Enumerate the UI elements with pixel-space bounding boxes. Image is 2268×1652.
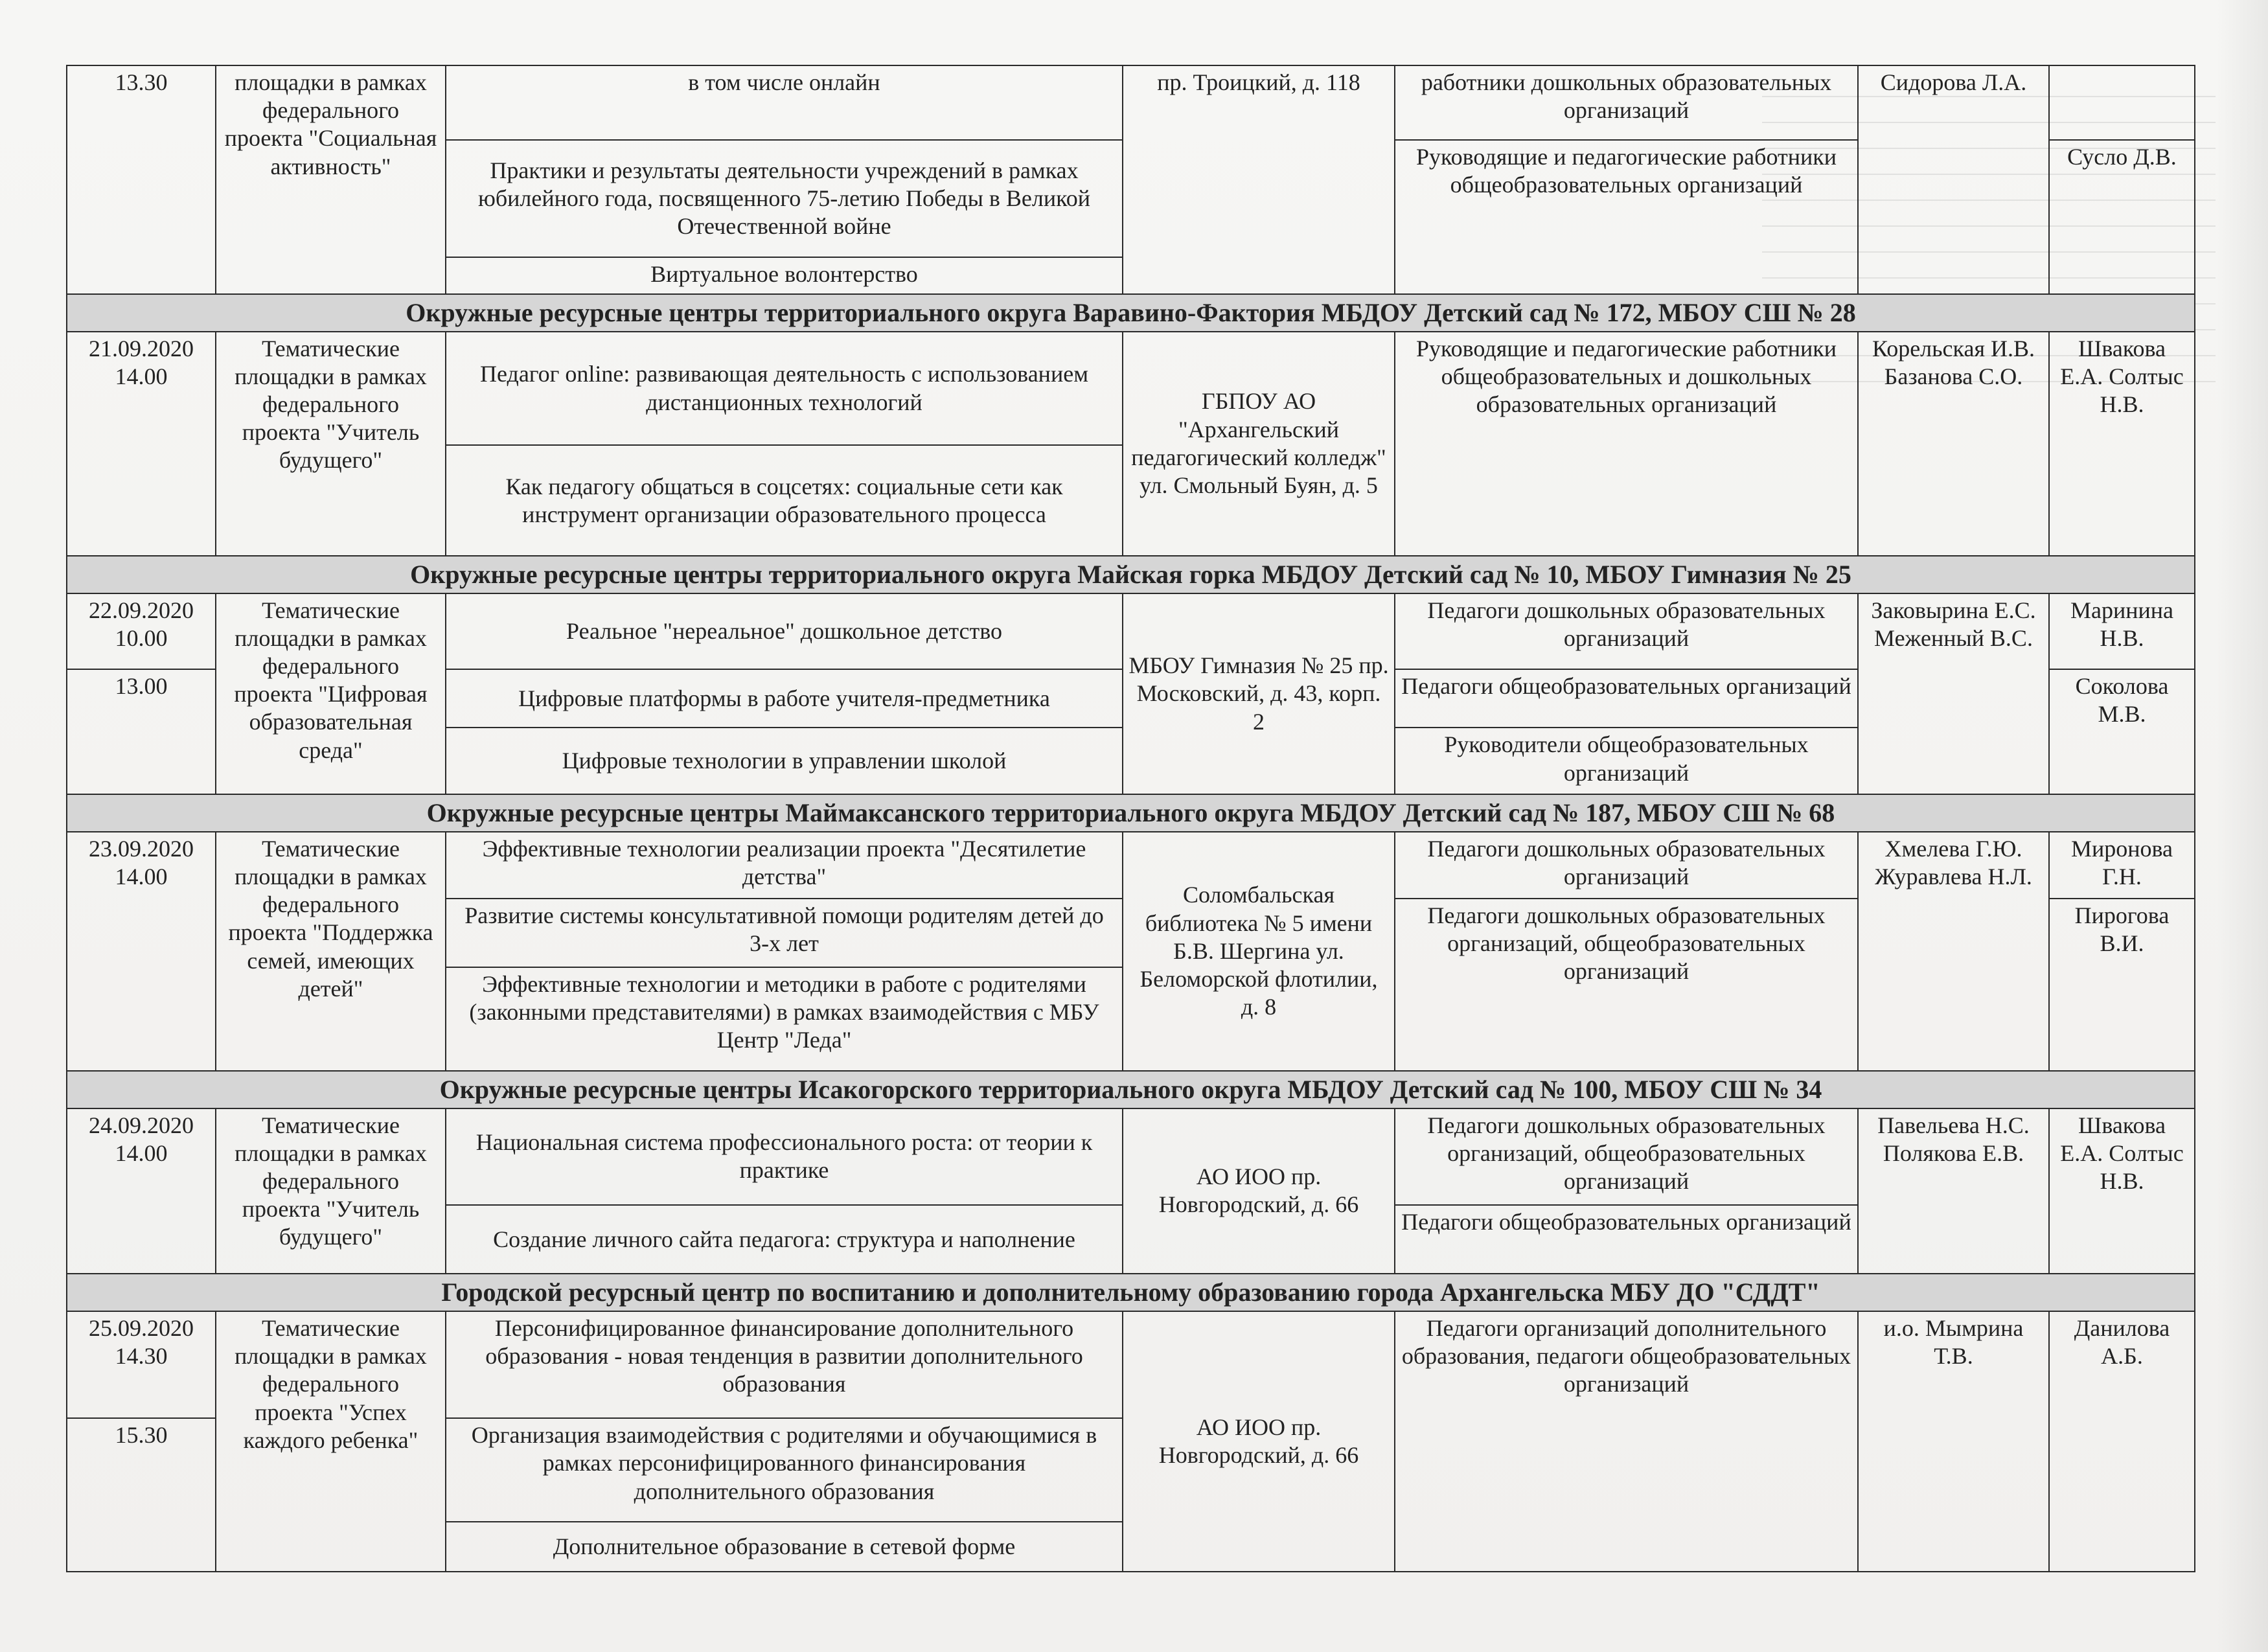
topic-cell: Виртуальное волонтерство <box>446 257 1123 294</box>
topic-cell: Реальное "нереальное" дошкольное детство <box>446 593 1123 669</box>
format-cell: площадки в рамках федерального проекта "Социальная активность" <box>216 65 446 294</box>
venue-cell: пр. Троицкий, д. 118 <box>1123 65 1395 294</box>
venue-cell: АО ИОО пр. Новгородский, д. 66 <box>1123 1108 1395 1274</box>
curators-cell: Швакова Е.А. Солтыс Н.В. <box>2049 1108 2195 1274</box>
venue-cell: ГБПОУ АО "Архангельский педагогический колледж" ул. Смольный Буян, д. 5 <box>1123 332 1395 556</box>
table-row <box>67 832 2195 899</box>
format-cell: Тематические площадки в рамках федерального проекта "Успех каждого ребенка" <box>216 1311 446 1572</box>
section-heading: Окружные ресурсные центры Исакогорского территориального округа МБДОУ Детский сад № 100, МБОУ СШ № 34 <box>67 1071 2195 1108</box>
topic-cell: Эффективные технологии реализации проекта "Десятилетие детства" <box>446 832 1123 899</box>
audience-cell: Педагоги дошкольных образовательных организаций, общеобразовательных организаций <box>1395 899 1858 1072</box>
date-time-cell: 21.09.2020 14.00 <box>67 332 216 556</box>
format-cell: Тематические площадки в рамках федерального проекта "Поддержка семей, имеющих детей" <box>216 832 446 1071</box>
venue-cell: Соломбальская библиотека № 5 имени Б.В. Шергина ул. Беломорской флотилии, д. 8 <box>1123 832 1395 1071</box>
table-row <box>67 1311 2195 1418</box>
organizers-cell: Сидорова Л.А. <box>1858 65 2049 294</box>
topic-cell: Цифровые платформы в работе учителя-предметника <box>446 669 1123 728</box>
topic-cell: Педагог online: развивающая деятельность с использованием дистанционных технологий <box>446 332 1123 446</box>
table-row <box>67 332 2195 446</box>
curator-cell: Пирогова В.И. <box>2049 899 2195 1072</box>
schedule-table <box>66 65 2195 1572</box>
audience-cell: Педагоги организаций дополнительного образования, педагоги общеобразовательных организаций <box>1395 1311 1858 1572</box>
topic-cell: Развитие системы консультативной помощи родителям детей до 3-х лет <box>446 899 1123 968</box>
section-heading-row <box>67 1274 2195 1311</box>
date-time-cell: 25.09.2020 14.30 <box>67 1311 216 1418</box>
curator-cell <box>2049 65 2195 140</box>
topic-cell: Создание личного сайта педагога: структура и наполнение <box>446 1205 1123 1274</box>
audience-cell: Педагоги дошкольных образовательных организаций <box>1395 593 1858 669</box>
date-time-cell: 13.30 <box>67 65 216 294</box>
date-time-cell: 24.09.2020 14.00 <box>67 1108 216 1274</box>
page-edge-shadow <box>2216 0 2268 1652</box>
audience-cell: Руководящие и педагогические работники общеобразовательных организаций <box>1395 140 1858 294</box>
topic-cell: Практики и результаты деятельности учреждений в рамках юбилейного года, посвященного 75-летию Победы в Великой Отечественной войне <box>446 140 1123 257</box>
organizers-cell: Хмелева Г.Ю. Журавлева Н.Л. <box>1858 832 2049 1071</box>
topic-cell: Персонифицированное финансирование дополнительного образования - новая тенденция в развитии дополнительного образования <box>446 1311 1123 1418</box>
topic-cell: в том числе онлайн <box>446 65 1123 140</box>
section-heading: Окружные ресурсные центры территориального округа Варавино-Фактория МБДОУ Детский сад № 172, МБОУ СШ № 28 <box>67 294 2195 332</box>
organizers-cell: Павельева Н.С. Полякова Е.В. <box>1858 1108 2049 1274</box>
section-heading: Городской ресурсный центр по воспитанию и дополнительному образованию города Архангельска МБУ ДО "СДДТ" <box>67 1274 2195 1311</box>
section-heading: Окружные ресурсные центры Маймаксанского территориального округа МБДОУ Детский сад № 187, МБОУ СШ № 68 <box>67 794 2195 832</box>
audience-cell: Педагоги общеобразовательных организаций <box>1395 669 1858 728</box>
section-heading: Окружные ресурсные центры территориального округа Майская горка МБДОУ Детский сад № 10, МБОУ Гимназия № 25 <box>67 556 2195 593</box>
curators-cell: Швакова Е.А. Солтыс Н.В. <box>2049 332 2195 556</box>
date-time-cell: 15.30 <box>67 1418 216 1572</box>
date-time-cell: 23.09.2020 14.00 <box>67 832 216 1071</box>
table-row <box>67 1108 2195 1205</box>
audience-cell: Педагоги дошкольных образовательных организаций, общеобразовательных организаций <box>1395 1108 1858 1205</box>
curator-cell: Соколова М.В. <box>2049 669 2195 794</box>
date-time-cell: 22.09.2020 10.00 <box>67 593 216 669</box>
format-cell: Тематические площадки в рамках федерального проекта "Учитель будущего" <box>216 1108 446 1274</box>
table-row <box>67 593 2195 669</box>
topic-cell: Цифровые технологии в управлении школой <box>446 728 1123 794</box>
section-heading-row <box>67 1071 2195 1108</box>
topic-cell: Национальная система профессионального роста: от теории к практике <box>446 1108 1123 1205</box>
curator-cell: Сусло Д.В. <box>2049 140 2195 294</box>
audience-cell: Руководители общеобразовательных организаций <box>1395 728 1858 794</box>
organizers-cell: Корельская И.В. Базанова С.О. <box>1858 332 2049 556</box>
format-cell: Тематические площадки в рамках федерального проекта "Учитель будущего" <box>216 332 446 556</box>
topic-cell: Организация взаимодействия с родителями и обучающимися в рамках персонифицированного финансирования дополнительного образования <box>446 1418 1123 1522</box>
venue-cell: АО ИОО пр. Новгородский, д. 66 <box>1123 1311 1395 1572</box>
date-time-cell: 13.00 <box>67 669 216 794</box>
audience-cell: Педагоги общеобразовательных организаций <box>1395 1205 1858 1274</box>
topic-cell: Эффективные технологии и методики в работе с родителями (законными представителями) в рамках взаимодействия с МБУ Центр "Леда" <box>446 967 1123 1071</box>
section-heading-row <box>67 794 2195 832</box>
audience-cell: работники дошкольных образовательных организаций <box>1395 65 1858 140</box>
section-heading-row <box>67 294 2195 332</box>
audience-cell: Руководящие и педагогические работники общеобразовательных и дошкольных образовательных организаций <box>1395 332 1858 556</box>
venue-cell: МБОУ Гимназия № 25 пр. Московский, д. 43, корп. 2 <box>1123 593 1395 795</box>
curator-cell: Маринина Н.В. <box>2049 593 2195 669</box>
section-heading-row <box>67 556 2195 593</box>
organizers-cell: Заковырина Е.С. Меженный В.С. <box>1858 593 2049 795</box>
organizers-cell: и.о. Мымрина Т.В. <box>1858 1311 2049 1572</box>
topic-cell: Как педагогу общаться в соцсетях: социальные сети как инструмент организации образовательного процесса <box>446 445 1123 556</box>
curators-cell: Данилова А.Б. <box>2049 1311 2195 1572</box>
format-cell: Тематические площадки в рамках федерального проекта "Цифровая образовательная среда" <box>216 593 446 795</box>
curator-cell: Миронова Г.Н. <box>2049 832 2195 899</box>
audience-cell: Педагоги дошкольных образовательных организаций <box>1395 832 1858 899</box>
table-row <box>67 65 2195 140</box>
topic-cell: Дополнительное образование в сетевой форме <box>446 1522 1123 1572</box>
